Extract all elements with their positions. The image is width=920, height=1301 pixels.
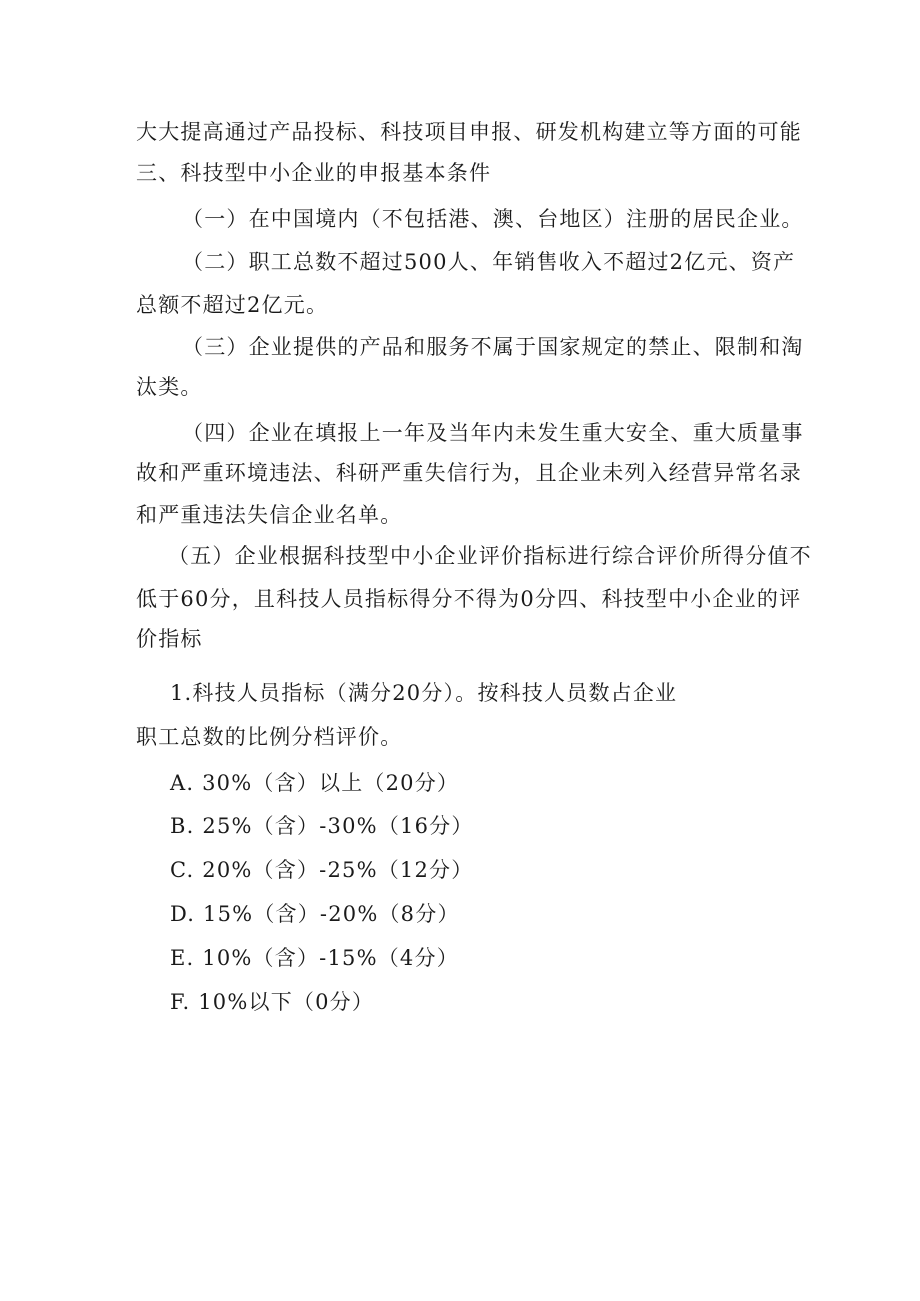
condition-item: （四）企业在填报上一年及当年内未发生重大安全、重大质量事 [182,421,804,445]
text-line: 价指标 [136,627,203,651]
condition-item: （二）职工总数不超过500人、年销售收入不超过2亿元、资产 [182,250,796,274]
grade-option: B. 25%（含）-30%（16分） [170,814,474,838]
text-line: 低于60分，且科技人员指标得分不得为0分四、科技型中小企业的评 [136,587,802,611]
grade-option: C. 20%（含）-25%（12分） [170,858,474,882]
indicator-item: 1.科技人员指标（满分20分）。按科技人员数占企业 [170,681,678,705]
grade-option: F. 10%以下（0分） [170,990,375,1014]
text-line: 和严重违法失信企业名单。 [136,503,403,527]
section-heading: 三、科技型中小企业的申报基本条件 [136,161,492,185]
text-line: 职工总数的比例分档评价。 [136,725,403,749]
condition-item: （一）在中国境内（不包括港、澳、台地区）注册的居民企业。 [182,207,804,231]
condition-item: （三）企业提供的产品和服务不属于国家规定的禁止、限制和淘 [182,335,804,359]
text-line: 故和严重环境违法、科研严重失信行为，且企业未列入经营异常名录 [136,461,802,485]
grade-option: A. 30%（含）以上（20分） [170,771,460,795]
text-line: 大大提高通过产品投标、科技项目申报、研发机构建立等方面的可能 [136,120,802,144]
condition-item: （五）企业根据科技型中小企业评价指标进行综合评价所得分值不 [168,544,812,568]
text-line: 总额不超过2亿元。 [136,293,329,317]
text-line: 汰类。 [136,375,203,399]
grade-option: E. 10%（含）-15%（4分） [170,946,459,970]
grade-option: D. 15%（含）-20%（8分） [170,902,460,926]
